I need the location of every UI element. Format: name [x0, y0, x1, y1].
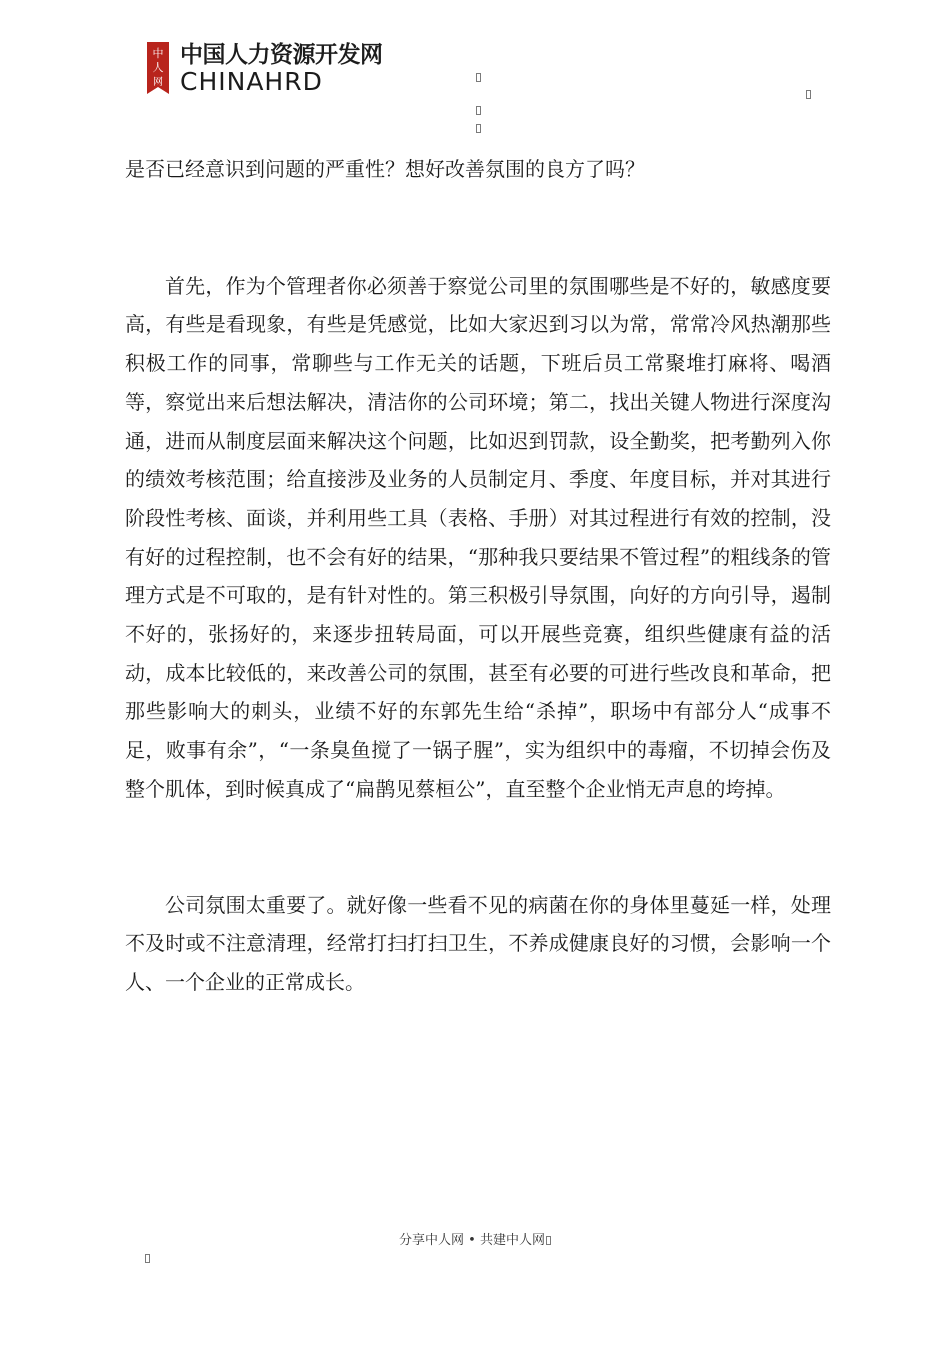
footer-text: 分享中人网 • 共建中人网 [399, 1233, 545, 1248]
article-body [125, 150, 831, 1002]
paragraph-1: 首先，作为个管理者你必须善于察觉公司里的氛围哪些是不好的，敏感度要高，有些是看现象，有些是凭感觉，比如大家迟到习以为常，常常冷风热潮那些积极工作的同事，常聊些与工作无关的话题，下班后员工常聚堆打麻将、喝酒等，察觉出来后想法解决，清洁你的公司环境；第二，找出关键人物进行深度沟通，进而从制度层面来解决这个问题，比如迟到罚款，设全勤奖，把考勤列入你的绩效考核范围；给直接涉及业务的人员制定月、季度、年度目标，并对其进行阶段性考核、面谈，并利用些工具（表格、手册）对其过程进行有效的控制，没有好的过程控制，也不会有好的结果，“那种我只要结果不管过程”的粗线条的管理方式是不可取的，是有针对性的。第三积极引导氛围，向好的方向引导，遏制不好的，张扬好的，来逐步扭转局面，可以开展些竞赛，组织些健康有益的活动，成本比较低的，来改善公司的氛围，甚至有必要的可进行些改良和革命，把那些影响大的刺头，业绩不好的东郭先生给“杀掉”，职场中有部分人“成事不足，败事有余”，“一条臭鱼搅了一锅子腥”，实为组织中的毒瘤，不切掉会伤及整个肌体，到时候真成了“扁鹊见蔡桓公”，直至整个企业悄无声息的垮掉。 [125, 273, 831, 801]
missing-glyph-icon [806, 90, 811, 99]
missing-glyph-icon [546, 1236, 551, 1245]
intro-line: 是否已经意识到问题的严重性？想好改善氛围的良方了吗？ [125, 157, 645, 181]
svg-text:网: 网 [153, 77, 163, 88]
missing-glyph-icon [476, 73, 481, 82]
paragraph-2: 公司氛围太重要了。就好像一些看不见的病菌在你的身体里蔓延一样，处理不及时或不注意清理，经常打扫打扫卫生，不养成健康良好的习惯，会影响一个人、一个企业的正常成长。 [125, 892, 831, 994]
logo-english-name: CHINAHRD [180, 67, 323, 96]
missing-glyph-icon [476, 124, 481, 133]
missing-glyph-icon [476, 106, 481, 115]
seal-icon [143, 40, 173, 96]
svg-text:人: 人 [152, 61, 164, 74]
svg-text:中: 中 [152, 47, 164, 60]
missing-glyph-icon [145, 1254, 150, 1263]
footer-slogan [0, 1232, 950, 1250]
logo-chinese-name: 中国人力资源开发网 [180, 42, 383, 68]
